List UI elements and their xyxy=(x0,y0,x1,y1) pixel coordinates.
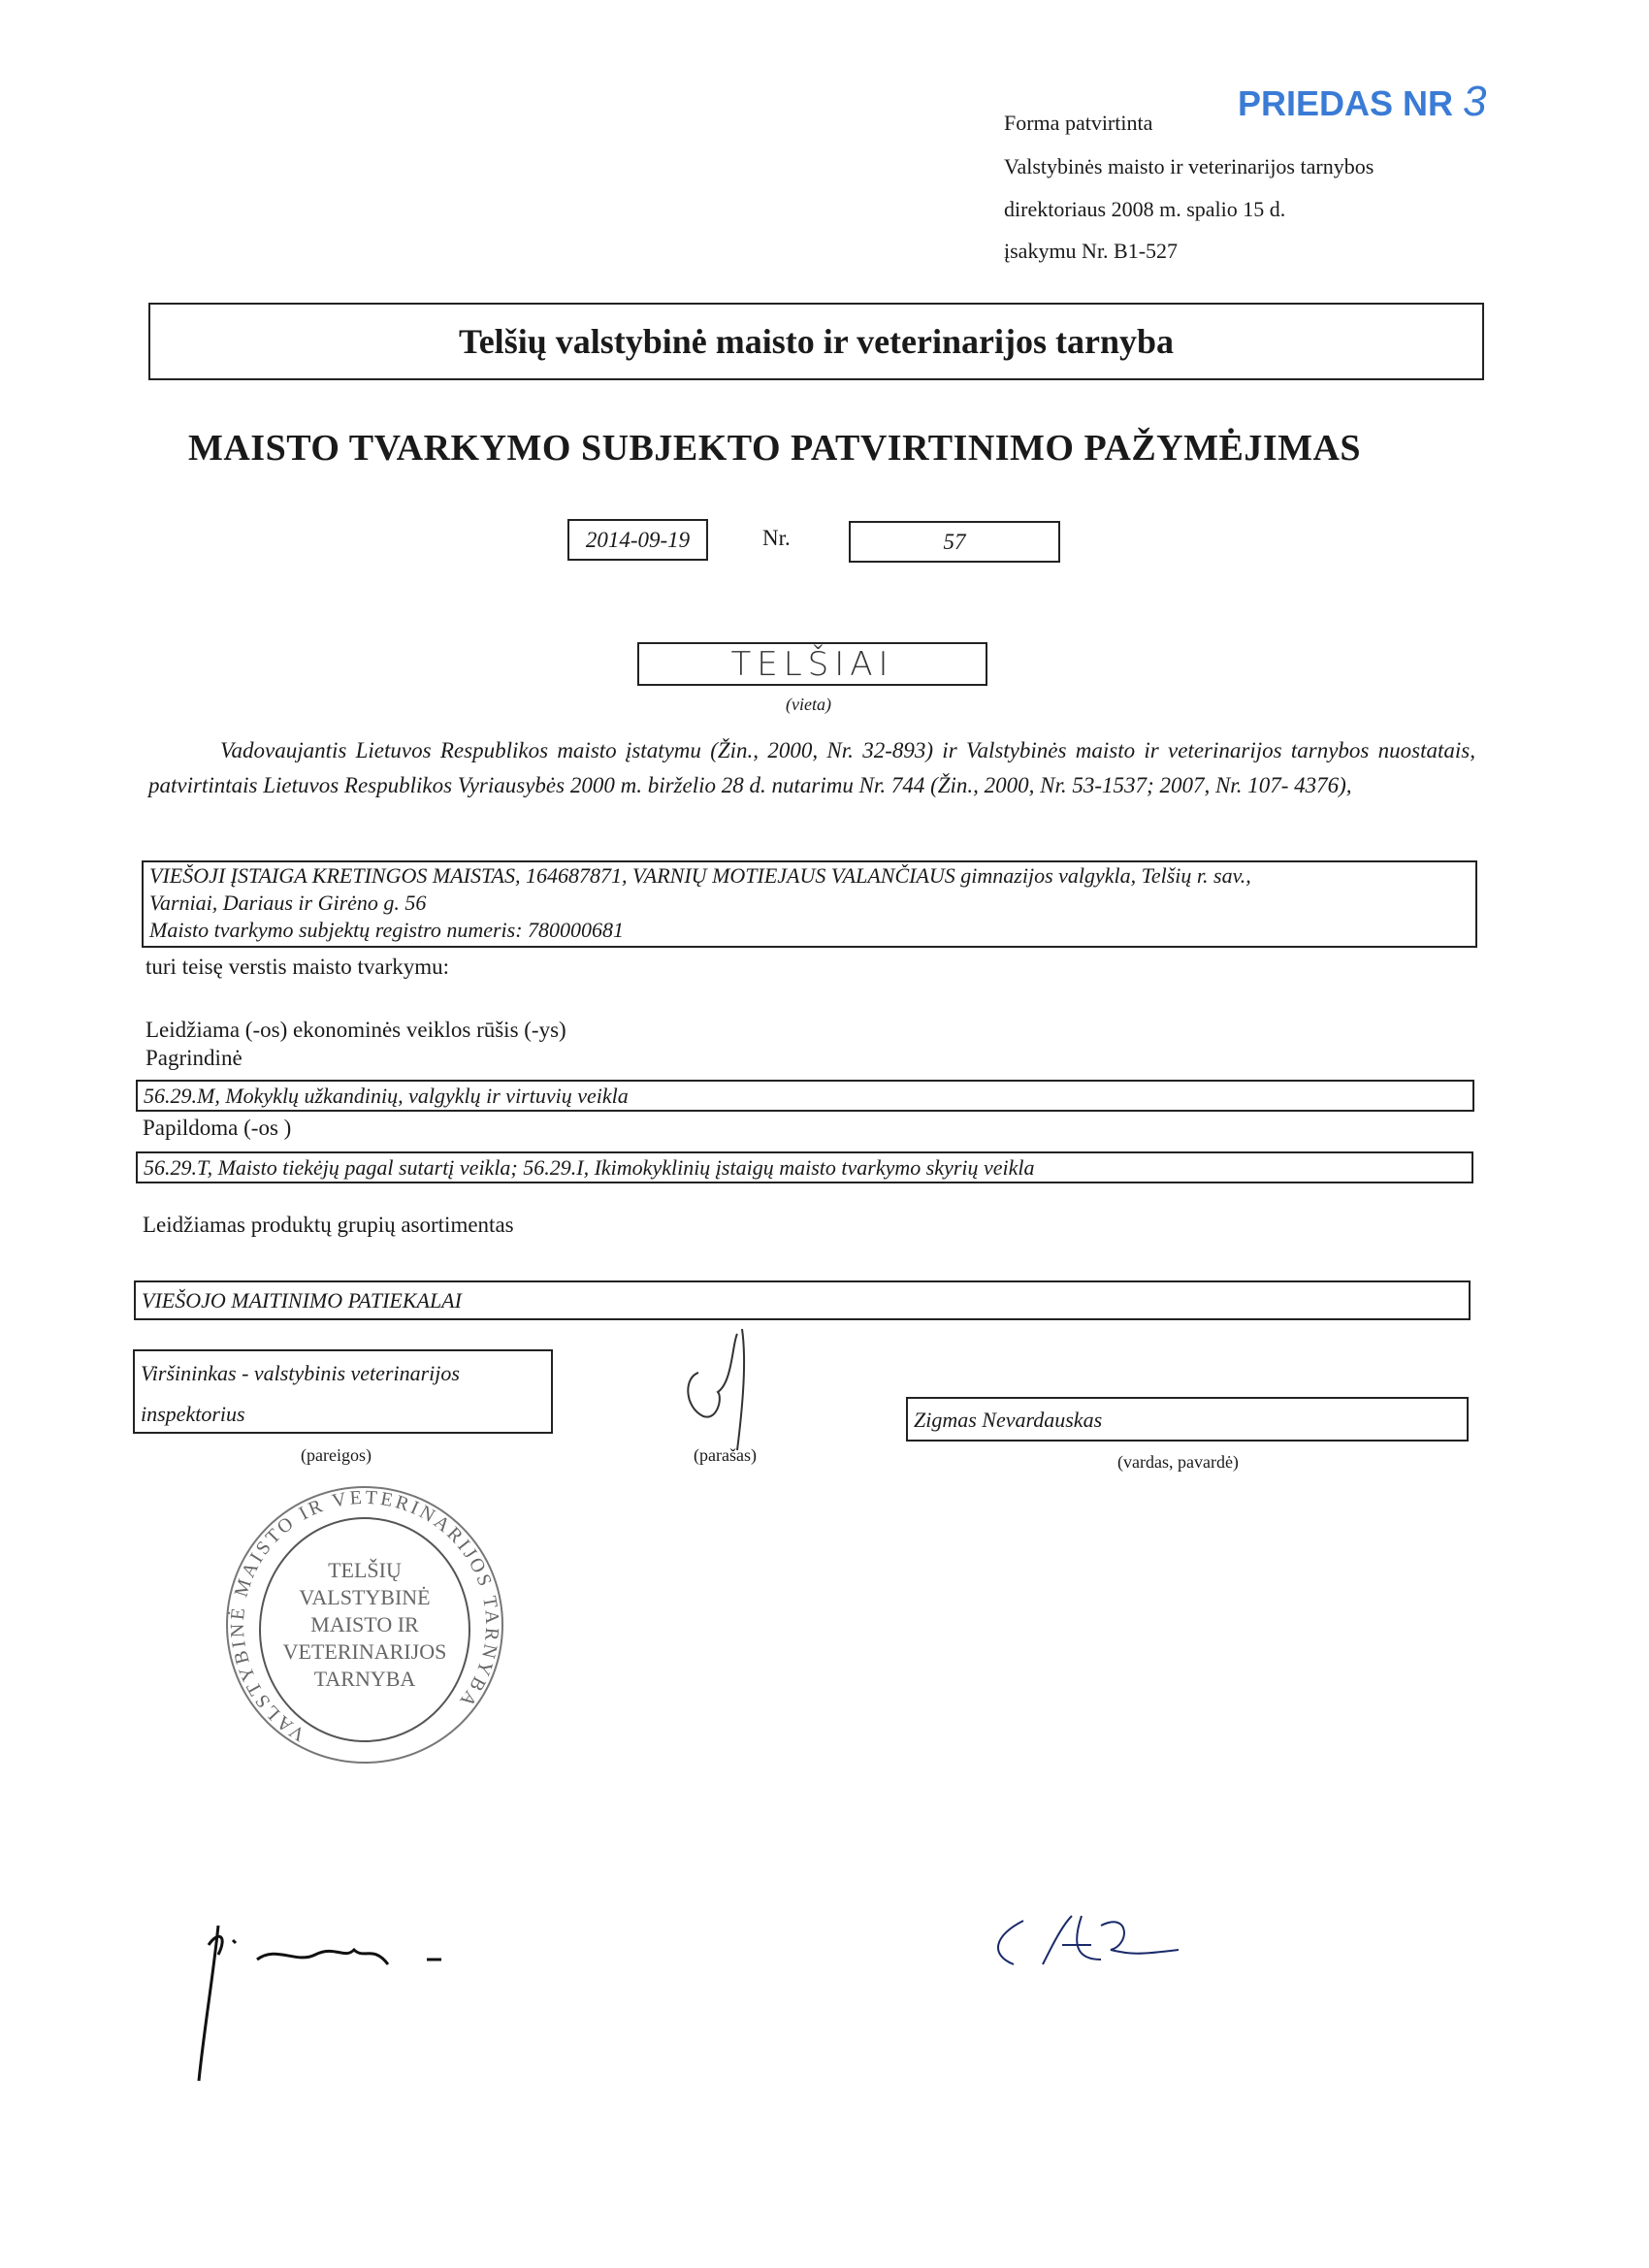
annex-text: PRIEDAS NR xyxy=(1238,83,1454,123)
date-field: 2014-09-19 xyxy=(567,519,708,561)
approval-line: Forma patvirtinta xyxy=(1004,111,1153,135)
authority-box xyxy=(148,303,1484,380)
place-value: TELŠIAI xyxy=(730,645,894,684)
entity-line: VIEŠOJI ĮSTAIGA KRETINGOS MAISTAS, 164687871, VARNIŲ MOTIEJAUS VALANČIAUS gimnazijos valgykla, Telšių r. sav., xyxy=(149,863,1251,888)
place-field xyxy=(637,642,987,686)
stamp-line: VETERINARIJOS xyxy=(282,1639,447,1664)
handwritten-mark-right xyxy=(985,1906,1208,1984)
entity-box xyxy=(142,860,1477,948)
annex-number: 3 xyxy=(1463,78,1487,125)
position-line: Viršininkas - valstybinis veterinarijos xyxy=(141,1361,460,1385)
document-title: MAISTO TVARKYMO SUBJEKTO PATVIRTINIMO PAŽYMĖJIMAS xyxy=(188,428,1362,469)
products-heading: Leidžiamas produktų grupių asortimentas xyxy=(143,1213,514,1237)
main-activity-field: 56.29.M, Mokyklų užkandinių, valgyklų ir virtuvių veikla xyxy=(136,1080,1474,1112)
approval-line: įsakymu Nr. B1-527 xyxy=(1004,239,1179,263)
annex-label xyxy=(1238,78,1487,126)
stamp-line: VALSTYBINĖ xyxy=(299,1585,431,1609)
number-field: 57 xyxy=(849,521,1060,563)
legal-basis: Vadovaujantis Lietuvos Respublikos maisto įstatymu (Žin., 2000, Nr. 32-893) ir Valstybinės maisto ir veterinarijos tarnybos nuostatais, patvirtintais Lietuvos Respublikos Vyriausybės 2000 m. birželio 28 d. nutarimu Nr. 744 (Žin., 2000, Nr. 53-1537; 2007, Nr. 107- 4376), xyxy=(148,738,1475,797)
authority-name: Telšių valstybinė maisto ir veterinarijos tarnyba xyxy=(459,322,1174,361)
handwritten-mark-left xyxy=(189,1916,461,2090)
entity-registry: Maisto tvarkymo subjektų registro numeris: 780000681 xyxy=(149,918,625,942)
position-caption: (pareigos) xyxy=(301,1445,372,1465)
stamp-line: TARNYBA xyxy=(313,1667,416,1691)
signature-caption: (parašas) xyxy=(694,1445,757,1465)
extra-activity-label: Papildoma (-os ) xyxy=(143,1116,292,1140)
stamp-line: TELŠIŲ xyxy=(328,1558,402,1582)
right-text: turi teisę verstis maisto tvarkymu: xyxy=(146,955,450,979)
approval-line: direktoriaus 2008 m. spalio 15 d. xyxy=(1004,197,1286,221)
position-line: inspektorius xyxy=(141,1402,245,1426)
entity-line: Varniai, Dariaus ir Girėno g. 56 xyxy=(149,891,427,915)
activities-heading: Leidžiama (-os) ekonominės veiklos rūšis (-ys) xyxy=(146,1018,566,1042)
official-stamp xyxy=(224,1484,505,1766)
signature-mark xyxy=(679,1324,776,1460)
stamp-ring-text: VALSTYBINĖ MAISTO IR VETERINARIJOS TARNYBA xyxy=(226,1486,503,1746)
position-box xyxy=(133,1349,553,1434)
approval-line: Valstybinės maisto ir veterinarijos tarnybos xyxy=(1004,154,1374,178)
main-activity-label: Pagrindinė xyxy=(146,1046,242,1070)
extra-activity-field: 56.29.T, Maisto tiekėjų pagal sutartį veikla; 56.29.I, Ikimokyklinių įstaigų maisto tvarkymo skyrių veikla xyxy=(136,1151,1473,1183)
name-caption: (vardas, pavardė) xyxy=(1117,1452,1239,1472)
number-label: Nr. xyxy=(762,526,791,550)
place-caption: (vieta) xyxy=(786,695,831,714)
products-field: VIEŠOJO MAITINIMO PATIEKALAI xyxy=(134,1280,1471,1320)
stamp-line: MAISTO IR xyxy=(310,1612,419,1636)
name-field: Zigmas Nevardauskas xyxy=(906,1397,1469,1442)
